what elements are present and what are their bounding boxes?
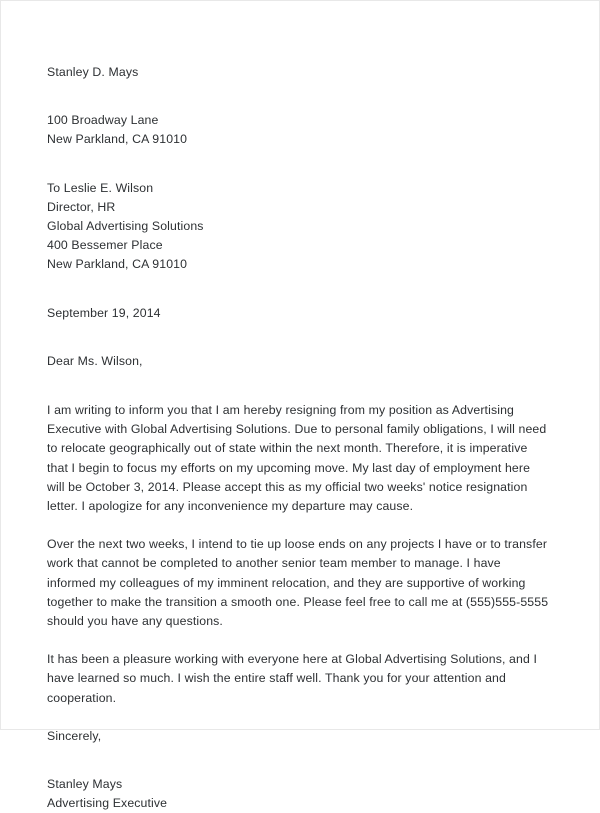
letter-date: September 19, 2014 [47, 305, 161, 320]
date-block [47, 304, 549, 323]
salutation-block [47, 352, 549, 371]
sender-block [47, 63, 549, 82]
spacer-after-date [47, 323, 549, 352]
spacer-after-sender [47, 82, 549, 111]
recipient-company: Global Advertising Solutions [47, 219, 204, 234]
signature-name: Stanley Mays [47, 777, 123, 792]
body-paragraph-3: It has been a pleasure working with everyone here at Global Advertising Solutions, and I have learned so much. I wish the entire staff well. Thank you for your attention and cooperation. [47, 652, 541, 705]
valediction-block [47, 727, 549, 746]
spacer-after-salutation [47, 371, 549, 401]
sender-address-block [47, 111, 549, 149]
recipient-name: To Leslie E. Wilson [47, 180, 154, 195]
letter-body [47, 63, 552, 813]
signature-block [47, 775, 549, 813]
recipient-block [47, 179, 549, 275]
sender-street: 100 Broadway Lane [47, 113, 159, 128]
valediction: Sincerely, [47, 728, 102, 743]
recipient-city-state-zip: New Parkland, CA 91010 [47, 257, 188, 272]
spacer-after-paragraph-3 [47, 708, 549, 727]
spacer-after-valediction [47, 746, 549, 775]
spacer-after-paragraph-2 [47, 631, 549, 650]
body-paragraph-2: Over the next two weeks, I intend to tie up loose ends on any projects I have or to transfer work that cannot be completed to another senior team member to manage. I have informed my colleagues of my imminent relocation, and they are supportive of working together to make the transition a smooth one. Please feel free to call me at (555)555-5555 should you have any questions. [47, 537, 552, 629]
recipient-street: 400 Bessemer Place [47, 238, 163, 253]
spacer-after-sender-address [47, 150, 549, 179]
signature-title: Advertising Executive [47, 796, 168, 811]
spacer-after-recipient [47, 275, 549, 304]
spacer-after-paragraph-1 [47, 516, 549, 535]
sender-name: Stanley D. Mays [47, 65, 139, 79]
sender-city-state-zip: New Parkland, CA 91010 [47, 132, 188, 147]
body-paragraph-1: I am writing to inform you that I am hereby resigning from my position as Advertising Executive with Global Advertising Solutions. Due to personal family obligations, I will need to relocate geographically out of state within the next month. Therefore, it is imperative that I begin to focus my efforts on my upcoming move. My last day of employment here will be October 3, 2014. Please accept this as my official two weeks' notice resignation letter. I apologize for any inconvenience my departure may cause. [47, 403, 550, 514]
salutation: Dear Ms. Wilson, [47, 353, 143, 368]
recipient-title: Director, HR [47, 199, 116, 214]
